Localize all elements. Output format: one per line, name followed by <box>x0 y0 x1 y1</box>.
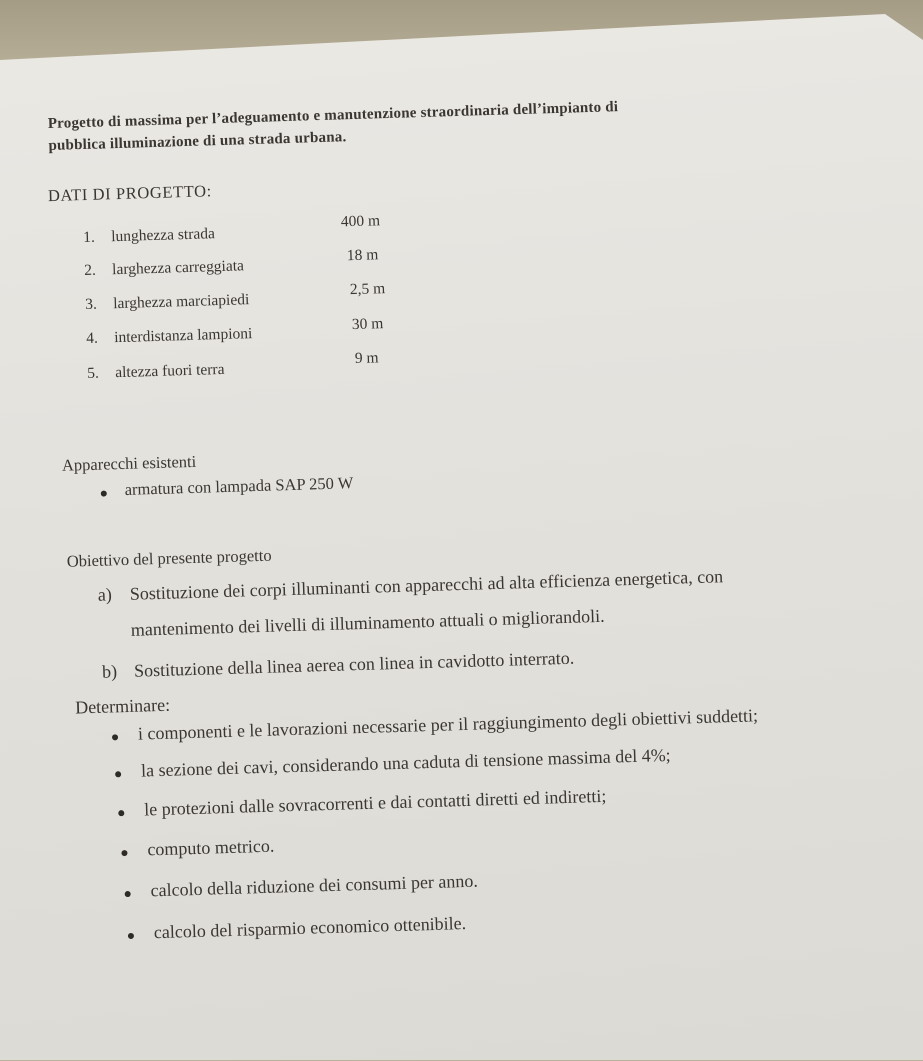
dati-item-value: 18 m <box>346 246 379 265</box>
bullet-icon <box>115 771 121 777</box>
determinare-item: le protezioni dalle sovracorrenti e dai contatti diretti ed indiretti; <box>143 785 607 820</box>
dati-item-label: larghezza carreggiata <box>111 257 245 279</box>
obiettivo-a-line-2: mantenimento dei livelli di illuminamento attuali o migliorandoli. <box>130 605 605 640</box>
determinare-heading: Determinare: <box>74 694 171 718</box>
bullet-icon <box>101 490 107 496</box>
dati-item-value: 2,5 m <box>349 280 386 299</box>
dati-item-label: altezza fuori terra <box>114 360 225 382</box>
obiettivo-b-line-1: Sostituzione della linea aerea con linea in cavidotto interrato. <box>133 647 575 681</box>
bullet-icon <box>118 810 124 816</box>
dati-item-value: 9 m <box>354 349 379 368</box>
dati-item-label: interdistanza lampioni <box>113 325 253 347</box>
dati-item-number: 3. <box>84 295 98 314</box>
determinare-item: computo metrico. <box>147 835 275 860</box>
bullet-icon <box>125 891 131 897</box>
dati-item-label: larghezza marciapiedi <box>112 291 250 313</box>
title-line-2: pubblica illuminazione di una strada urbana. <box>48 129 347 155</box>
obiettivo-a-line-1: Sostituzione dei corpi illuminanti con apparecchi ad alta efficienza energetica, con <box>129 566 724 604</box>
bullet-icon <box>112 734 118 740</box>
dati-item-value: 30 m <box>351 315 384 334</box>
dati-item-value: 400 m <box>340 212 381 231</box>
bullet-icon <box>121 850 127 856</box>
obiettivo-b-label: b) <box>101 661 118 682</box>
dati-item-number: 1. <box>82 228 96 247</box>
obiettivo-heading: Obiettivo del presente progetto <box>66 545 272 571</box>
determinare-item: calcolo della riduzione dei consumi per anno. <box>150 870 479 901</box>
dati-item-number: 2. <box>83 261 97 280</box>
dati-item-number: 4. <box>85 329 99 348</box>
apparecchi-heading: Apparecchi esistenti <box>61 451 197 475</box>
title-line-1: Progetto di massima per l’adeguamento e manutenzione straordinaria dell’impianto di <box>47 99 619 133</box>
determinare-item: la sezione dei cavi, considerando una caduta di tensione massima del 4%; <box>140 744 671 781</box>
determinare-item: calcolo del risparmio economico ottenibile. <box>153 913 467 943</box>
obiettivo-a-label: a) <box>97 584 113 605</box>
dati-item-number: 5. <box>86 364 100 382</box>
bullet-icon <box>128 933 134 939</box>
apparecchi-item: armatura con lampada SAP 250 W <box>124 473 354 499</box>
dati-item-label: lunghezza strada <box>110 225 216 246</box>
determinare-item: i componenti e le lavorazioni necessarie per il raggiungimento degli obiettivi suddetti; <box>137 705 759 744</box>
dati-heading: DATI DI PROGETTO: <box>47 181 213 206</box>
